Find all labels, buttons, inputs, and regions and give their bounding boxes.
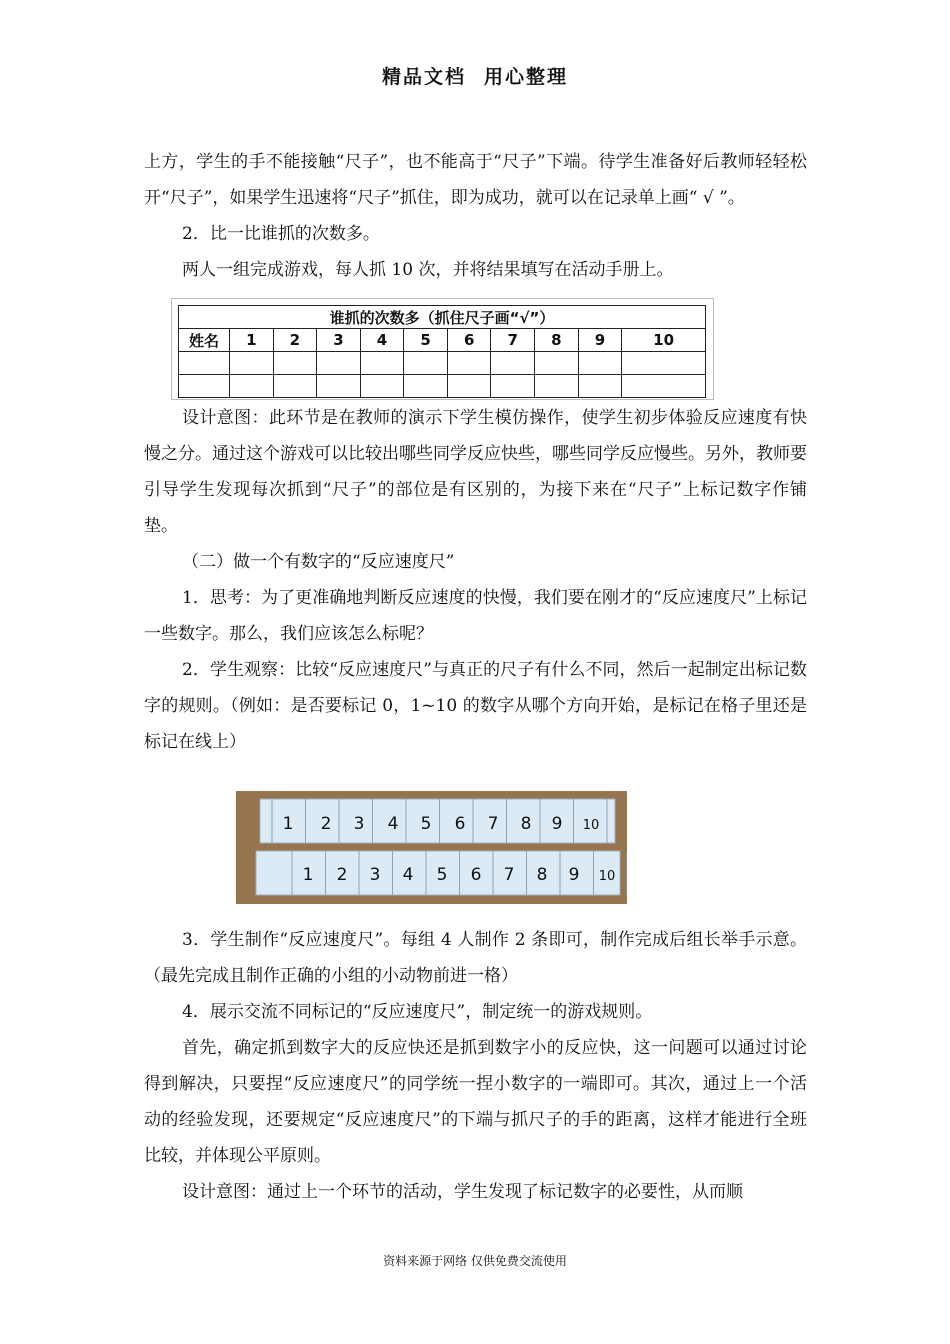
ruler-bottom-digit: 5	[436, 865, 448, 885]
table-header-col: 2	[273, 329, 317, 352]
ruler-top-digit: 4	[387, 814, 399, 834]
ruler-bottom-digit: 7	[503, 865, 515, 885]
record-table-image	[171, 298, 714, 400]
paragraph-design-intent-2: 设计意图：通过上一个环节的活动，学生发现了标记数字的必要性，从而顺	[182, 1182, 743, 1202]
ruler-bottom-digit: 2	[336, 865, 348, 885]
record-table-title: 谁抓的次数多（抓住尺子画“√”）	[179, 306, 706, 329]
ruler-top-digit: 10	[582, 818, 600, 833]
paragraph-rules: 首先，确定抓到数字大的反应快还是抓到数字小的反应快，这一问题可以通过讨论得到解决，只要捏“反应速度尺”的同学统一捏小数字的一端即可。其次，通过上一个活动的经验发现，还要规定“反应速度尺”的下端与抓尺子的手的距离，这样才能进行全班比较，并体现公平原则。	[144, 1038, 807, 1166]
ruler-bottom-digit: 3	[369, 865, 381, 885]
table-header-col: 9	[578, 329, 622, 352]
header-left-text: 精品文档	[381, 66, 466, 88]
text-block-mid	[144, 400, 807, 760]
ruler-top-digit: 1	[282, 814, 294, 834]
paragraph-compare: 2．比一比谁抓的次数多。	[182, 224, 380, 244]
ruler-top-digit: 3	[353, 814, 365, 834]
ruler-bottom-digit: 6	[470, 865, 482, 885]
table-header-col: 4	[360, 329, 404, 352]
ruler-photo	[236, 791, 627, 904]
table-header-col: 7	[491, 329, 535, 352]
paragraph-rule: 上方，学生的手不能接触“尺子”，也不能高于“尺子”下端。待学生准备好后教师轻轻松开“尺子”，如果学生迅速将“尺子”抓住，即为成功，就可以在记录单上画“ √ ”。	[144, 152, 807, 208]
table-header-col: 3	[317, 329, 361, 352]
paragraph-think: 1．思考：为了更准确地判断反应速度的快慢，我们要在刚才的“反应速度尺”上标记一些数字。那么，我们应该怎么标呢？	[144, 588, 807, 644]
ruler-top-digit: 8	[520, 814, 532, 834]
ruler-bottom-digit: 1	[302, 865, 314, 885]
text-block-bottom	[144, 922, 807, 1210]
section-heading-2: （二）做一个有数字的“反应速度尺”	[182, 552, 455, 572]
table-header-col: 10	[622, 329, 706, 352]
ruler-bottom-digit: 9	[568, 865, 580, 885]
table-header-col: 1	[230, 329, 274, 352]
table-row	[179, 375, 706, 398]
paragraph-design-intent-1: 设计意图：此环节是在教师的演示下学生模仿操作，使学生初步体验反应速度有快慢之分。通过这个游戏可以比较出哪些同学反应快些，哪些同学反应慢些。另外，教师要引导学生发现每次抓到“尺子”的部位是有区别的，为接下来在“尺子”上标记数字作铺垫。	[144, 408, 807, 536]
ruler-top-digit: 5	[420, 814, 432, 834]
table-header-col: 8	[535, 329, 579, 352]
paragraph-make-ruler: 3．学生制作“反应速度尺”。每组 4 人制作 2 条即可，制作完成后组长举手示意。（最先完成且制作正确的小组的小动物前进一格）	[144, 930, 807, 986]
ruler-bottom-digit: 10	[598, 869, 616, 884]
paragraph-group-game: 两人一组完成游戏，每人抓 10 次，并将结果填写在活动手册上。	[182, 260, 674, 280]
ruler-bottom-digit: 8	[536, 865, 548, 885]
record-table	[178, 305, 706, 398]
table-header-name: 姓名	[179, 329, 230, 352]
page-header	[0, 62, 950, 89]
table-header-col: 6	[447, 329, 491, 352]
text-block-top	[144, 144, 807, 288]
header-right-text: 用心整理	[484, 66, 569, 88]
table-row	[179, 352, 706, 375]
ruler-top-digit: 6	[454, 814, 466, 834]
ruler-bottom-digit: 4	[402, 865, 414, 885]
ruler-top-digit: 9	[551, 814, 563, 834]
ruler-top-digit: 7	[487, 814, 499, 834]
table-header-col: 5	[404, 329, 448, 352]
ruler-top-digit: 2	[320, 814, 332, 834]
paragraph-observe: 2．学生观察：比较“反应速度尺”与真正的尺子有什么不同，然后一起制定出标记数字的规则。（例如：是否要标记 0，1~10 的数字从哪个方向开始，是标记在格子里还是标记在线上）	[144, 660, 807, 752]
paragraph-exchange: 4．展示交流不同标记的“反应速度尺”，制定统一的游戏规则。	[182, 1002, 653, 1022]
page-footer: 资料来源于网络 仅供免费交流使用	[383, 1254, 567, 1268]
